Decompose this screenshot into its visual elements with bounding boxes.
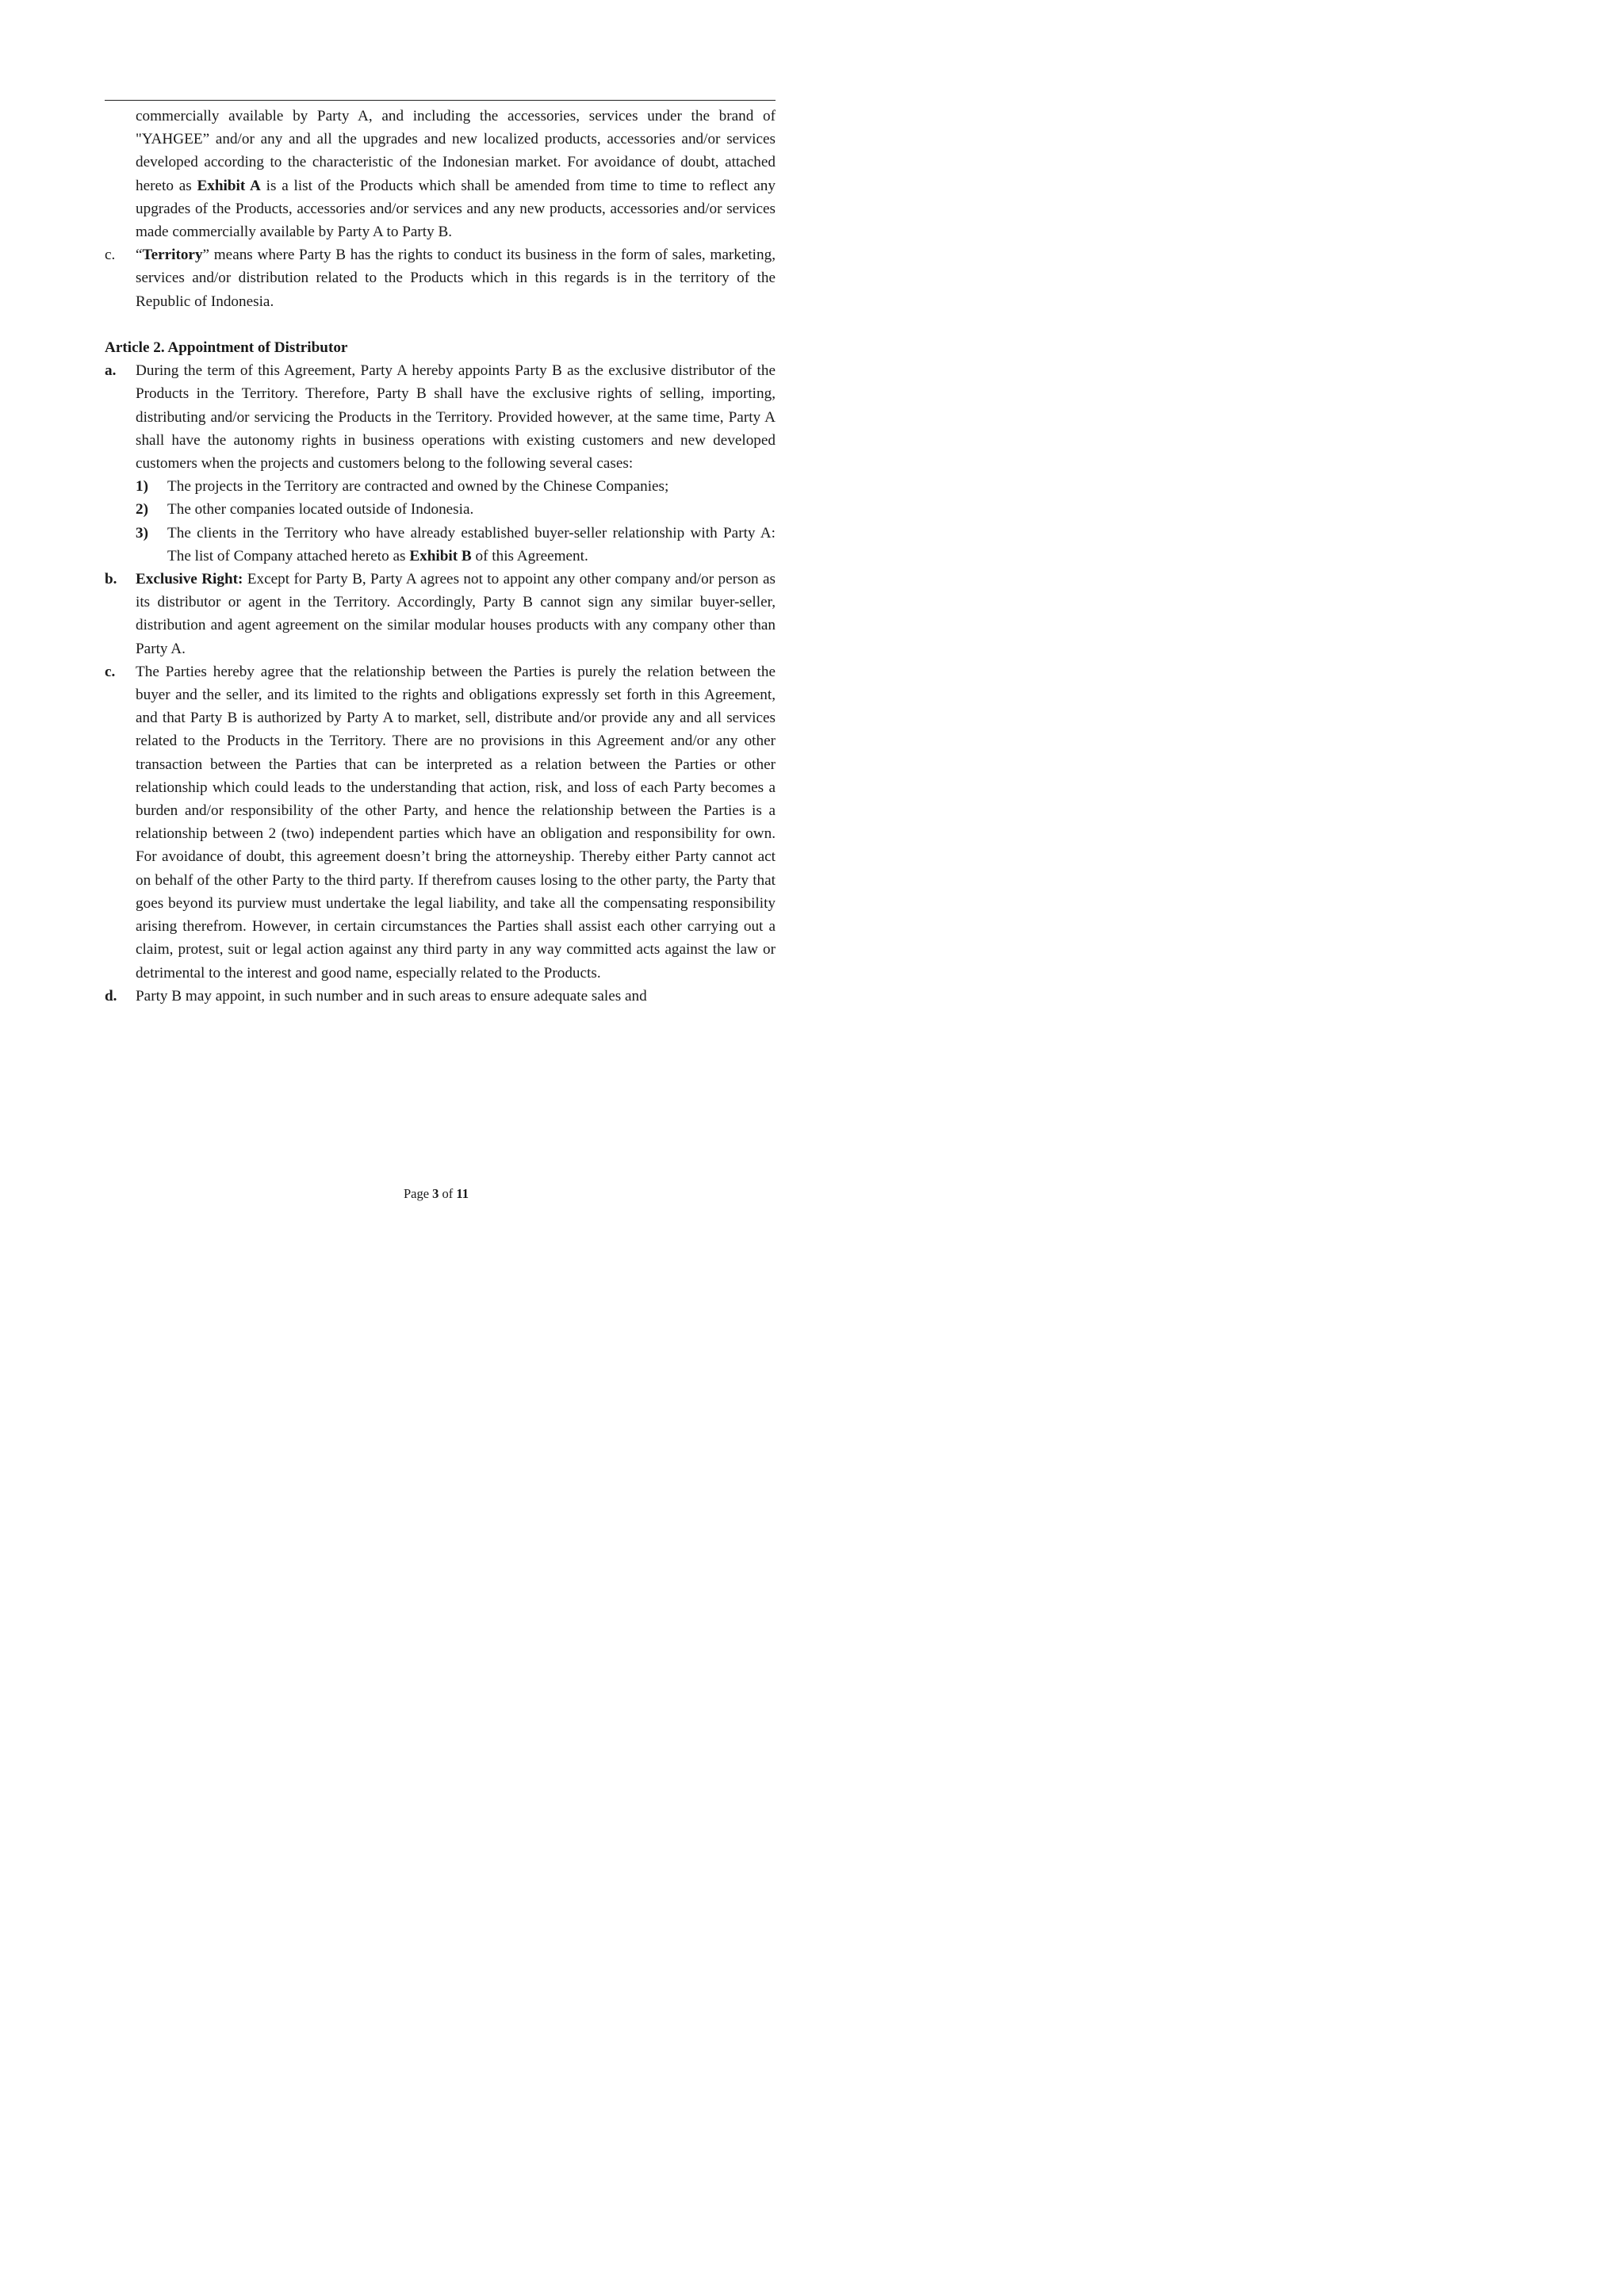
article2-item-b: b. Exclusive Right: Except for Party B, Party A agrees not to appoint any other company and/or person as its distributor or agent in the Territory. Accordingly, Party B cannot sign any similar buyer-seller, distribution and agent agreement on the similar modular houses products with any company other than Party A. bbox=[105, 568, 776, 660]
item-marker: c. bbox=[105, 663, 116, 680]
exclusive-right-label: Exclusive Right: bbox=[136, 571, 243, 588]
item-marker: b. bbox=[105, 571, 117, 588]
item-marker: c. bbox=[105, 247, 116, 264]
subitem-marker: 3) bbox=[136, 524, 148, 541]
header-rule bbox=[105, 100, 776, 101]
item-marker: a. bbox=[105, 362, 117, 380]
article2-item-c: c. The Parties hereby agree that the relationship between the Parties is purely the relation between the buyer and the seller, and its limited to the rights and obligations expressly set forth in this Agreement, and that Party B is authorized by Party A to market, sell, distribute and/or provide any and all services related to the Products in the Territory. There are no provisions in this Agreement and/or any other transaction between the Parties that can be interpreted as a relation between the Parties or other relationship which could leads to the understanding that action, risk, and loss of each Party becomes a burden and/or responsibility of the other Party, and hence the relationship between the Parties is a relationship between 2 (two) independent parties which have an obligation and responsibility for own. For avoidance of doubt, this agreement doesn’t bring the attorneyship. Thereby either Party cannot act on behalf of the other Party to the third party. If therefrom causes losing to the other party, the Party that goes beyond its purview must undertake the legal liability, and take all the compensating responsibility arising therefrom. However, in certain circumstances the Parties shall assist each other carrying out a claim, protest, suit or legal action against any third party in any way committed acts against the law or detrimental to the interest and good name, especially related to the Products. bbox=[105, 660, 776, 985]
current-page-number: 3 bbox=[432, 1186, 439, 1201]
territory-definition: c. “Territory” means where Party B has the rights to conduct its business in the form of sales, marketing, services and/or distribution related to the Products which in this regards is in the territory of the Republic of Indonesia. bbox=[105, 243, 776, 313]
item-marker: d. bbox=[105, 987, 117, 1004]
document-page bbox=[0, 0, 872, 1233]
article2-subitem-3: 3) The clients in the Territory who have already established buyer-seller relationship with Party A: The list of Company attached hereto as Exhibit B of this Agreement. bbox=[105, 522, 776, 568]
page-body bbox=[105, 105, 776, 1008]
page-number-footer: Page 3 of 11 bbox=[403, 1186, 469, 1201]
article2-item-d: d. Party B may appoint, in such number and in such areas to ensure adequate sales and bbox=[105, 985, 776, 1008]
exhibit-a-ref: Exhibit A bbox=[197, 177, 261, 194]
total-page-count: 11 bbox=[456, 1186, 469, 1201]
article-heading: Article 2. Appointment of Distributor bbox=[105, 339, 348, 357]
subitem-marker: 2) bbox=[136, 501, 148, 519]
subitem-marker: 1) bbox=[136, 478, 148, 496]
article2-subitem-1: 1) The projects in the Territory are contracted and owned by the Chinese Companies; bbox=[105, 475, 776, 498]
exhibit-b-ref: Exhibit B bbox=[409, 547, 472, 564]
article2-subitem-2: 2) The other companies located outside of Indonesia. bbox=[105, 498, 776, 521]
defined-term: Territory bbox=[142, 247, 203, 264]
article2-item-a: a. During the term of this Agreement, Party A hereby appoints Party B as the exclusive distributor of the Products in the Territory. Therefore, Party B shall have the exclusive rights of selling, importing, distributing and/or servicing the Products in the Territory. Provided however, at the same time, Party A shall have the autonomy rights in business operations with existing customers and new developed customers when the projects and customers belong to the following several cases: bbox=[105, 359, 776, 475]
section-spacer bbox=[105, 313, 776, 336]
products-definition-continuation: commercially available by Party A, and including the accessories, services under the brand of "YAHGEE” and/or any and all the upgrades and new localized products, accessories and/or services developed according to the characteristic of the Indonesian market. For avoidance of doubt, attached hereto as Exhibit A is a list of the Products which shall be amended from time to time to reflect any upgrades of the Products, accessories and/or services and any new products, accessories and/or services made commercially available by Party A to Party B. bbox=[136, 108, 776, 241]
